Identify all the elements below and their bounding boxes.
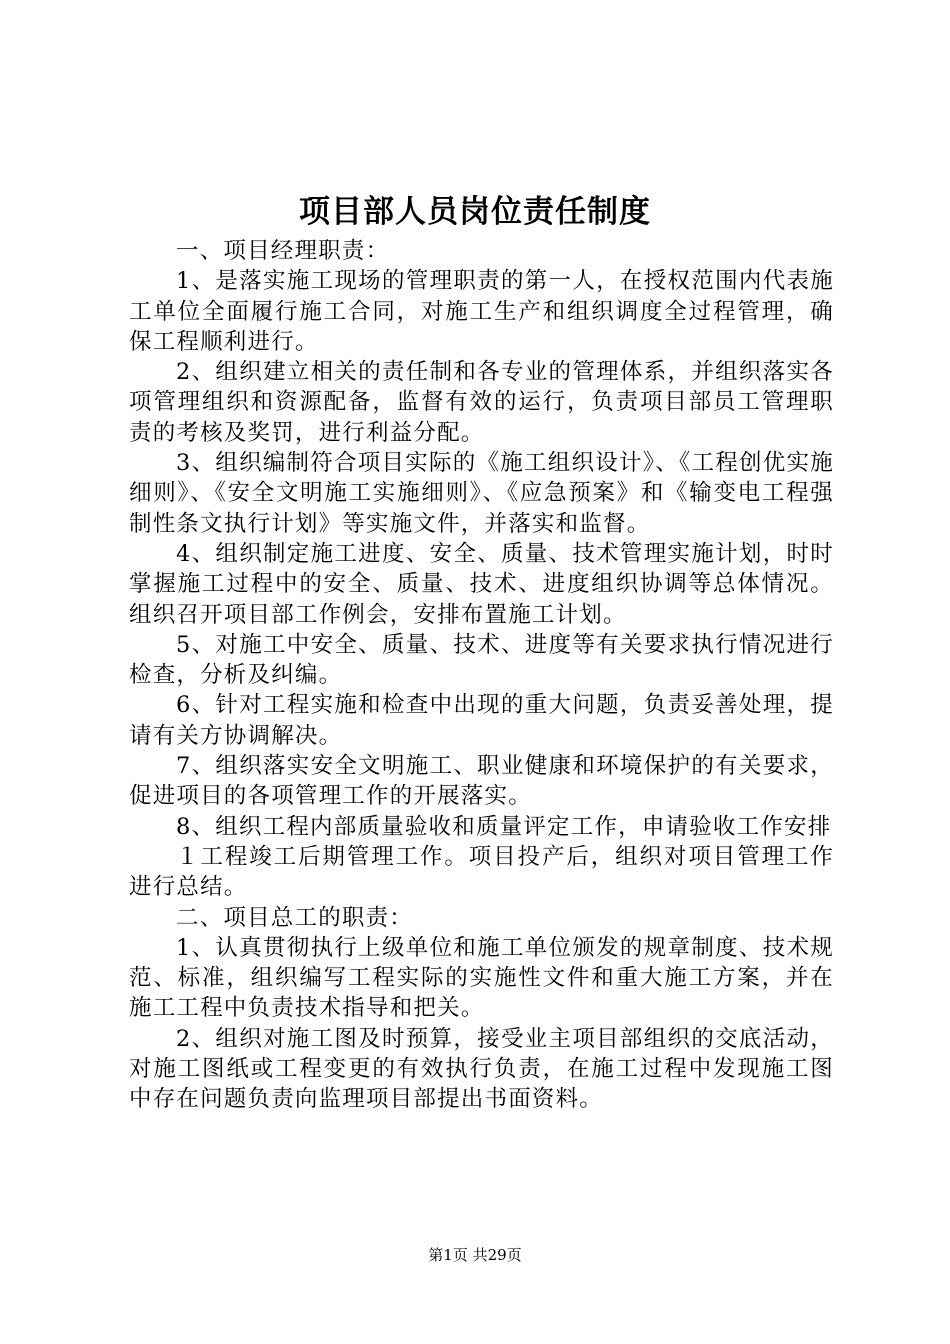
- paragraph: 4、组织制定施工进度、安全、质量、技术管理实施计划，时时掌握施工过程中的安全、质量、技术、进度组织协调等总体情况。组织召开项目部工作例会，安排布置施工计划。: [129, 540, 834, 628]
- document-title: 项目部人员岗位责任制度: [299, 194, 651, 230]
- paragraph: 1、是落实施工现场的管理职责的第一人，在授权范围内代表施工单位全面履行施工合同，对施工生产和组织调度全过程管理，确保工程顺利进行。: [129, 268, 834, 355]
- paragraph: 2、组织对施工图及时预算，接受业主项目部组织的交底活动，对施工图纸或工程变更的有效执行负责，在施工过程中发现施工图中存在问题负责向监理项目部提出书面资料。: [129, 1025, 834, 1113]
- paragraph: 5、对施工中安全、质量、技术、进度等有关要求执行情况进行检查，分析及纠编。: [129, 631, 834, 689]
- paragraph: 3、组织编制符合项目实际的《施工组织设计》、《工程创优实施细则》、《安全文明施工实施细则》、《应急预案》和《输变电工程强制性条文执行计划》等实施文件，并落实和监督。: [129, 450, 834, 537]
- document-body: [129, 236, 834, 1115]
- paragraph: １工程竣工后期管理工作。项目投产后，组织对项目管理工作进行总结。: [129, 843, 834, 901]
- paragraph: 2、组织建立相关的责任制和各专业的管理体系，并组织落实各项管理组织和资源配备，监督有效的运行，负责项目部员工管理职责的考核及奖罚，进行利益分配。: [129, 359, 834, 446]
- section-heading: 一、项目经理职责：: [176, 238, 390, 264]
- paragraph: 1、认真贯彻执行上级单位和施工单位颁发的规章制度、技术规范、标准，组织编写工程实际的实施性文件和重大施工方案，并在施工工程中负责技术指导和把关。: [129, 934, 834, 1022]
- paragraph: 6、针对工程实施和检查中出现的重大问题，负责妥善处理，提请有关方协调解决。: [129, 692, 834, 749]
- section-heading: 二、项目总工的职责：: [176, 904, 414, 931]
- paragraph: 7、组织落实安全文明施工、职业健康和环境保护的有关要求，促进项目的各项管理工作的开展落实。: [129, 753, 834, 810]
- page-footer: 第1页 共29页: [428, 1246, 522, 1264]
- paragraph: 8、组织工程内部质量验收和质量评定工作，申请验收工作安排: [176, 813, 832, 840]
